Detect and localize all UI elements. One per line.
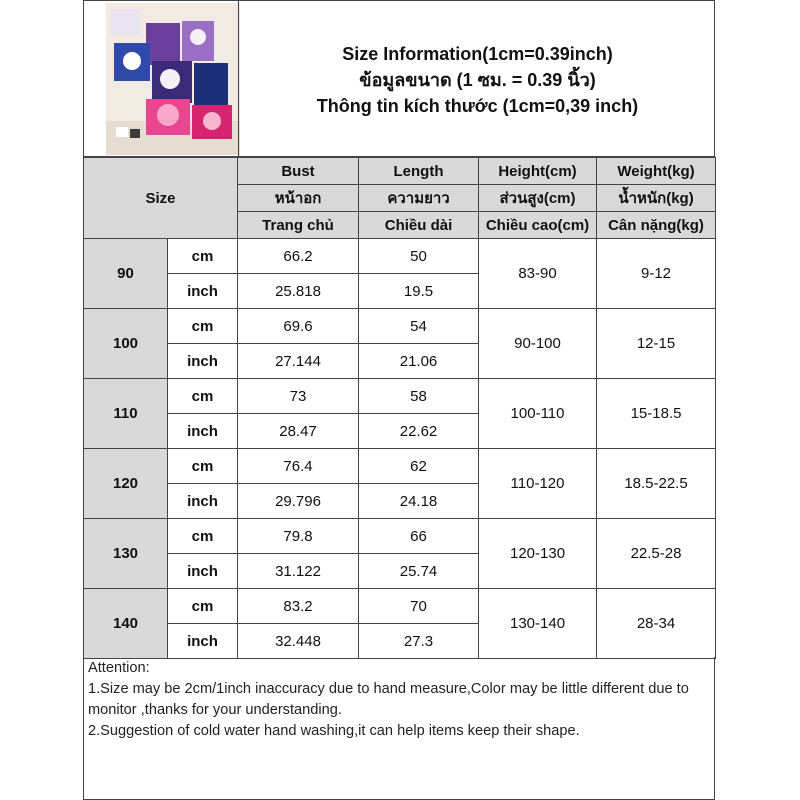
col-height-en: Height(cm) [479, 158, 597, 185]
weight-range: 9-12 [597, 239, 716, 309]
table-row [84, 239, 716, 274]
length-cm: 58 [359, 379, 479, 414]
bust-inch: 29.796 [238, 484, 359, 519]
length-inch: 27.3 [359, 624, 479, 659]
title-vietnamese: Thông tin kích thước (1cm=0,39 inch) [316, 95, 639, 116]
unit-inch: inch [168, 484, 238, 519]
unit-cm: cm [168, 239, 238, 274]
col-length-en: Length [359, 158, 479, 185]
product-photo-illustration [106, 3, 240, 155]
bust-inch: 32.448 [238, 624, 359, 659]
unit-cm: cm [168, 589, 238, 624]
weight-range: 22.5-28 [597, 519, 716, 589]
product-photo [106, 3, 240, 155]
bust-inch: 31.122 [238, 554, 359, 589]
col-height-th: ส่วนสูง(cm) [479, 185, 597, 212]
size-label: 120 [84, 449, 168, 519]
notes-heading: Attention: [88, 660, 150, 676]
header-panel [83, 0, 715, 157]
size-label: 140 [84, 589, 168, 659]
title-english: Size Information(1cm=0.39inch) [342, 43, 613, 64]
length-inch: 19.5 [359, 274, 479, 309]
length-cm: 66 [359, 519, 479, 554]
note-washing: 2.Suggestion of cold water hand washing,it can help items keep their shape. [88, 723, 580, 739]
bust-cm: 79.8 [238, 519, 359, 554]
length-cm: 54 [359, 309, 479, 344]
size-label: 130 [84, 519, 168, 589]
col-bust-th: หน้าอก [238, 185, 359, 212]
weight-range: 18.5-22.5 [597, 449, 716, 519]
col-length-th: ความยาว [359, 185, 479, 212]
unit-cm: cm [168, 519, 238, 554]
length-inch: 25.74 [359, 554, 479, 589]
length-cm: 62 [359, 449, 479, 484]
weight-range: 12-15 [597, 309, 716, 379]
col-length-vi: Chiều dài [359, 212, 479, 239]
size-label: 110 [84, 379, 168, 449]
bust-inch: 25.818 [238, 274, 359, 309]
height-range: 120-130 [479, 519, 597, 589]
unit-inch: inch [168, 414, 238, 449]
bust-cm: 73 [238, 379, 359, 414]
size-chart [83, 0, 715, 800]
table-row [84, 379, 716, 414]
title-thai: ข้อมูลขนาด (1 ซม. = 0.39 นิ้ว) [359, 69, 596, 90]
unit-cm: cm [168, 309, 238, 344]
height-range: 83-90 [479, 239, 597, 309]
unit-inch: inch [168, 344, 238, 379]
length-cm: 70 [359, 589, 479, 624]
col-weight-vi: Cân nặng(kg) [597, 212, 716, 239]
size-column-caption: Size [84, 158, 238, 239]
length-cm: 50 [359, 239, 479, 274]
weight-range: 15-18.5 [597, 379, 716, 449]
height-range: 90-100 [479, 309, 597, 379]
bust-cm: 83.2 [238, 589, 359, 624]
table-row [84, 309, 716, 344]
bust-inch: 28.47 [238, 414, 359, 449]
bust-cm: 69.6 [238, 309, 359, 344]
note-measurement: 1.Size may be 2cm/1inch inaccuracy due to hand measure,Color may be little different due to monitor ,thanks for your understanding. [88, 681, 689, 718]
length-inch: 24.18 [359, 484, 479, 519]
unit-cm: cm [168, 379, 238, 414]
length-inch: 22.62 [359, 414, 479, 449]
unit-inch: inch [168, 554, 238, 589]
size-table [83, 157, 716, 659]
unit-cm: cm [168, 449, 238, 484]
size-label: 90 [84, 239, 168, 309]
size-label: 100 [84, 309, 168, 379]
col-bust-en: Bust [238, 158, 359, 185]
table-row [84, 519, 716, 554]
bust-cm: 66.2 [238, 239, 359, 274]
length-inch: 21.06 [359, 344, 479, 379]
col-weight-th: น้ำหนัก(kg) [597, 185, 716, 212]
table-row [84, 449, 716, 484]
height-range: 100-110 [479, 379, 597, 449]
bust-inch: 27.144 [238, 344, 359, 379]
bust-cm: 76.4 [238, 449, 359, 484]
col-bust-vi: Trang chủ [238, 212, 359, 239]
height-range: 130-140 [479, 589, 597, 659]
col-weight-en: Weight(kg) [597, 158, 716, 185]
title-block [239, 1, 716, 158]
height-range: 110-120 [479, 449, 597, 519]
header-row-english [84, 158, 716, 185]
table-row [84, 589, 716, 624]
unit-inch: inch [168, 274, 238, 309]
weight-range: 28-34 [597, 589, 716, 659]
unit-inch: inch [168, 624, 238, 659]
col-height-vi: Chiều cao(cm) [479, 212, 597, 239]
attention-notes [83, 657, 715, 800]
